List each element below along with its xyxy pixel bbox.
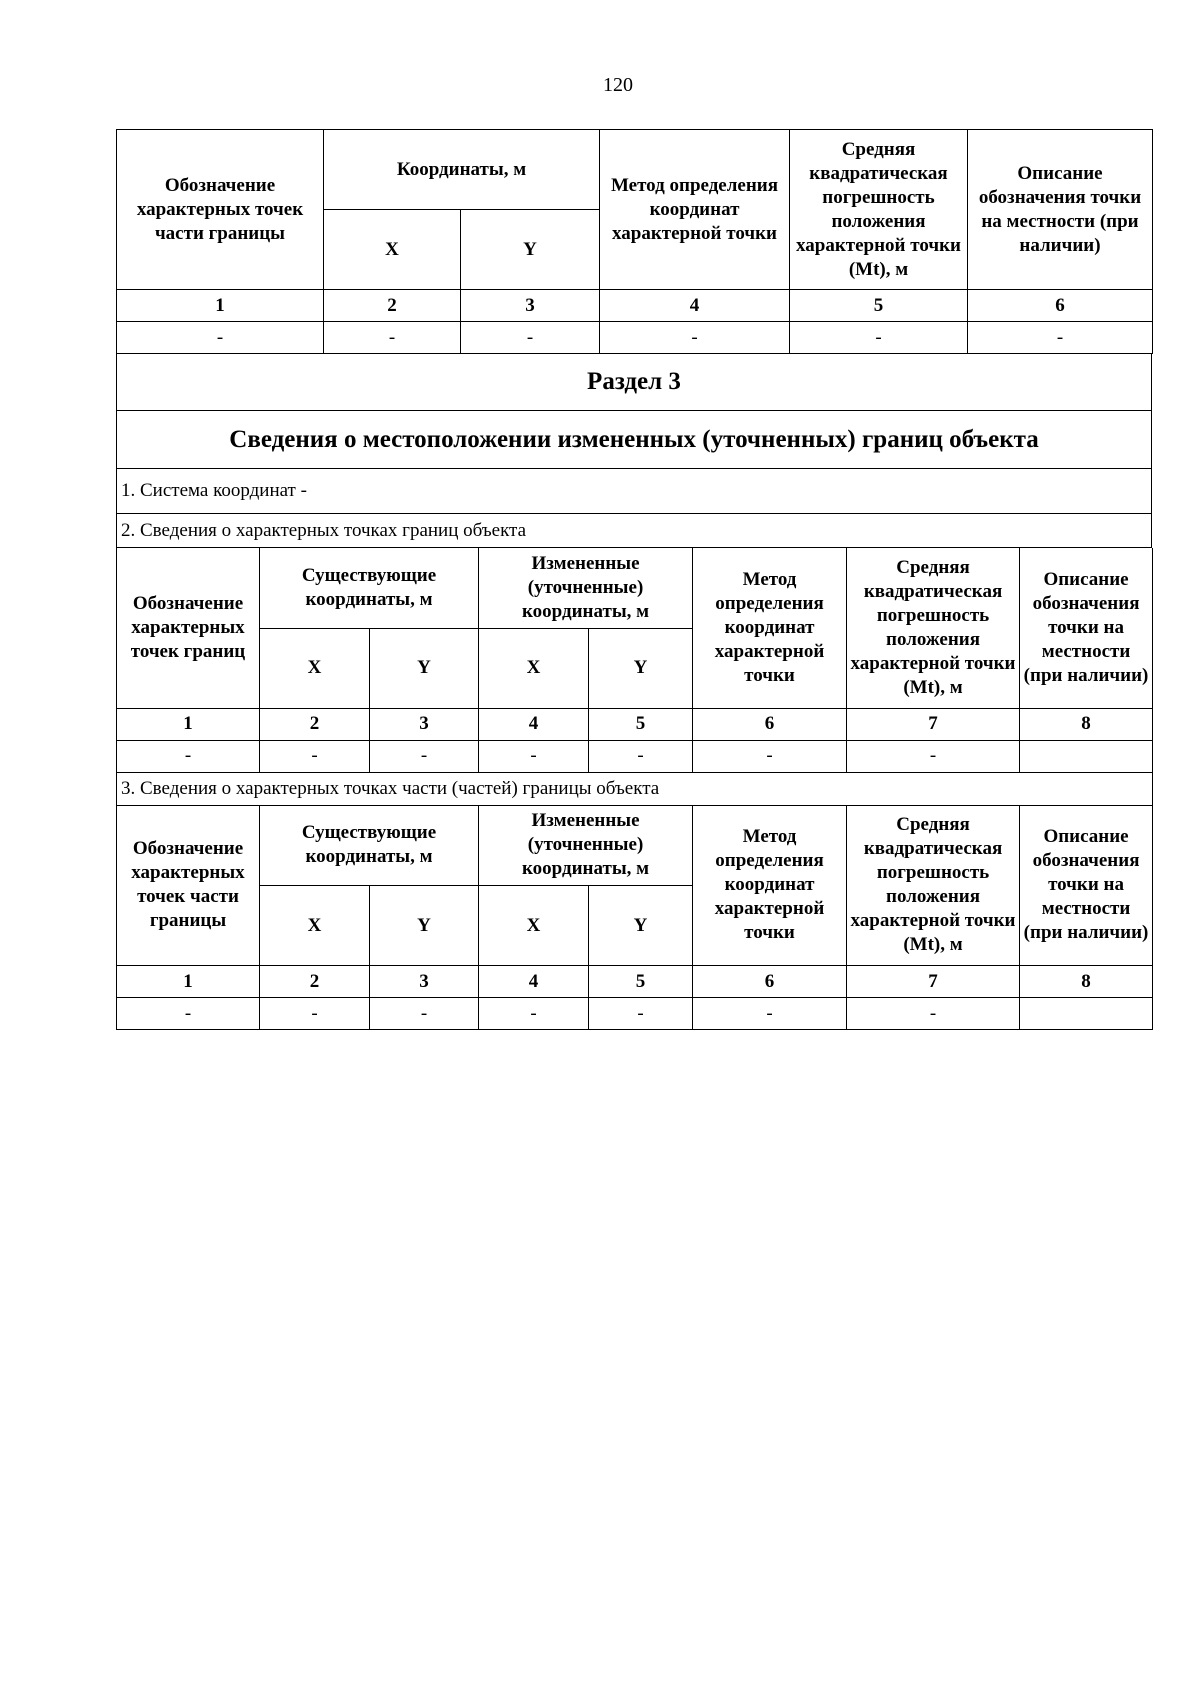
col-number: 5: [589, 966, 693, 998]
table-cell: -: [790, 322, 968, 354]
col-number: 3: [370, 966, 479, 998]
part-boundary-table: [116, 129, 1153, 354]
section-subtitle: Сведения о местоположении измененных (уточненных) границ объекта: [117, 411, 1152, 469]
table-row: [117, 998, 1153, 1030]
section-title: Раздел 3: [117, 354, 1152, 411]
header-method: Метод определения координат характерной точки: [693, 806, 847, 966]
header-y: Y: [370, 628, 479, 708]
header-changed-coords: Измененные (уточненные) координаты, м: [479, 806, 693, 886]
table-cell: -: [847, 740, 1020, 772]
table-cell: -: [260, 998, 370, 1030]
header-coords: Координаты, м: [324, 130, 600, 210]
col-number: 7: [847, 966, 1020, 998]
column-number-row: [117, 966, 1153, 998]
column-number-row: [117, 708, 1153, 740]
table-cell: -: [117, 322, 324, 354]
col-number: 5: [790, 290, 968, 322]
header-description: Описание обозначения точки на местности (при наличии): [1020, 806, 1153, 966]
col-number: 1: [117, 708, 260, 740]
table-row: [117, 740, 1153, 772]
table-cell: -: [479, 998, 589, 1030]
col-number: 8: [1020, 708, 1153, 740]
table-cell: [1020, 998, 1153, 1030]
header-designation: Обозначение характерных точек части границы: [117, 806, 260, 966]
document-sheet: [116, 129, 1152, 1030]
col-number: 6: [693, 708, 847, 740]
header-changed-coords: Измененные (уточненные) координаты, м: [479, 548, 693, 628]
header-x: X: [260, 628, 370, 708]
header-y: Y: [461, 210, 600, 290]
section-block: [116, 354, 1152, 548]
header-method: Метод определения координат характерной точки: [693, 548, 847, 708]
table-cell: -: [324, 322, 461, 354]
col-number: 4: [479, 966, 589, 998]
col-number: 1: [117, 290, 324, 322]
col-number: 2: [260, 708, 370, 740]
col-number: 1: [117, 966, 260, 998]
table-cell: -: [461, 322, 600, 354]
table-cell: -: [589, 740, 693, 772]
column-number-row: [117, 290, 1153, 322]
table-cell: -: [370, 740, 479, 772]
table-cell: -: [968, 322, 1153, 354]
header-error: Средняя квадратическая погрешность положения характерной точки (Mt), м: [790, 130, 968, 290]
col-number: 4: [479, 708, 589, 740]
part-points-heading: 3. Сведения о характерных точках части (частей) границы объекта: [117, 772, 1153, 805]
bounds-points-heading: 2. Сведения о характерных точках границ объекта: [117, 514, 1152, 548]
header-designation: Обозначение характерных точек части границы: [117, 130, 324, 290]
boundary-points-table: [116, 548, 1153, 806]
header-designation: Обозначение характерных точек границ: [117, 548, 260, 708]
table-cell: -: [600, 322, 790, 354]
table-cell: [1020, 740, 1153, 772]
table-cell: -: [117, 740, 260, 772]
table-cell: -: [479, 740, 589, 772]
header-description: Описание обозначения точки на местности (при наличии): [968, 130, 1153, 290]
table-cell: -: [693, 998, 847, 1030]
table-cell: -: [260, 740, 370, 772]
header-y: Y: [370, 886, 479, 966]
header-x: X: [479, 628, 589, 708]
header-y: Y: [589, 628, 693, 708]
header-x: X: [260, 886, 370, 966]
col-number: 2: [260, 966, 370, 998]
table-cell: -: [370, 998, 479, 1030]
table-cell: -: [847, 998, 1020, 1030]
col-number: 8: [1020, 966, 1153, 998]
header-description: Описание обозначения точки на местности (при наличии): [1020, 548, 1153, 708]
col-number: 2: [324, 290, 461, 322]
table-cell: -: [589, 998, 693, 1030]
header-method: Метод определения координат характерной точки: [600, 130, 790, 290]
part-points-table: [116, 806, 1153, 1031]
header-x: X: [479, 886, 589, 966]
header-y: Y: [589, 886, 693, 966]
col-number: 7: [847, 708, 1020, 740]
header-existing-coords: Существующие координаты, м: [260, 548, 479, 628]
coordinate-system-row: 1. Система координат -: [117, 469, 1152, 514]
header-error: Средняя квадратическая погрешность положения характерной точки (Mt), м: [847, 548, 1020, 708]
col-number: 3: [461, 290, 600, 322]
page-number: 120: [603, 74, 633, 96]
table-cell: -: [117, 998, 260, 1030]
col-number: 5: [589, 708, 693, 740]
header-x: X: [324, 210, 461, 290]
table-row: [117, 322, 1153, 354]
col-number: 6: [968, 290, 1153, 322]
col-number: 4: [600, 290, 790, 322]
col-number: 3: [370, 708, 479, 740]
header-existing-coords: Существующие координаты, м: [260, 806, 479, 886]
header-error: Средняя квадратическая погрешность положения характерной точки (Mt), м: [847, 806, 1020, 966]
table-cell: -: [693, 740, 847, 772]
col-number: 6: [693, 966, 847, 998]
